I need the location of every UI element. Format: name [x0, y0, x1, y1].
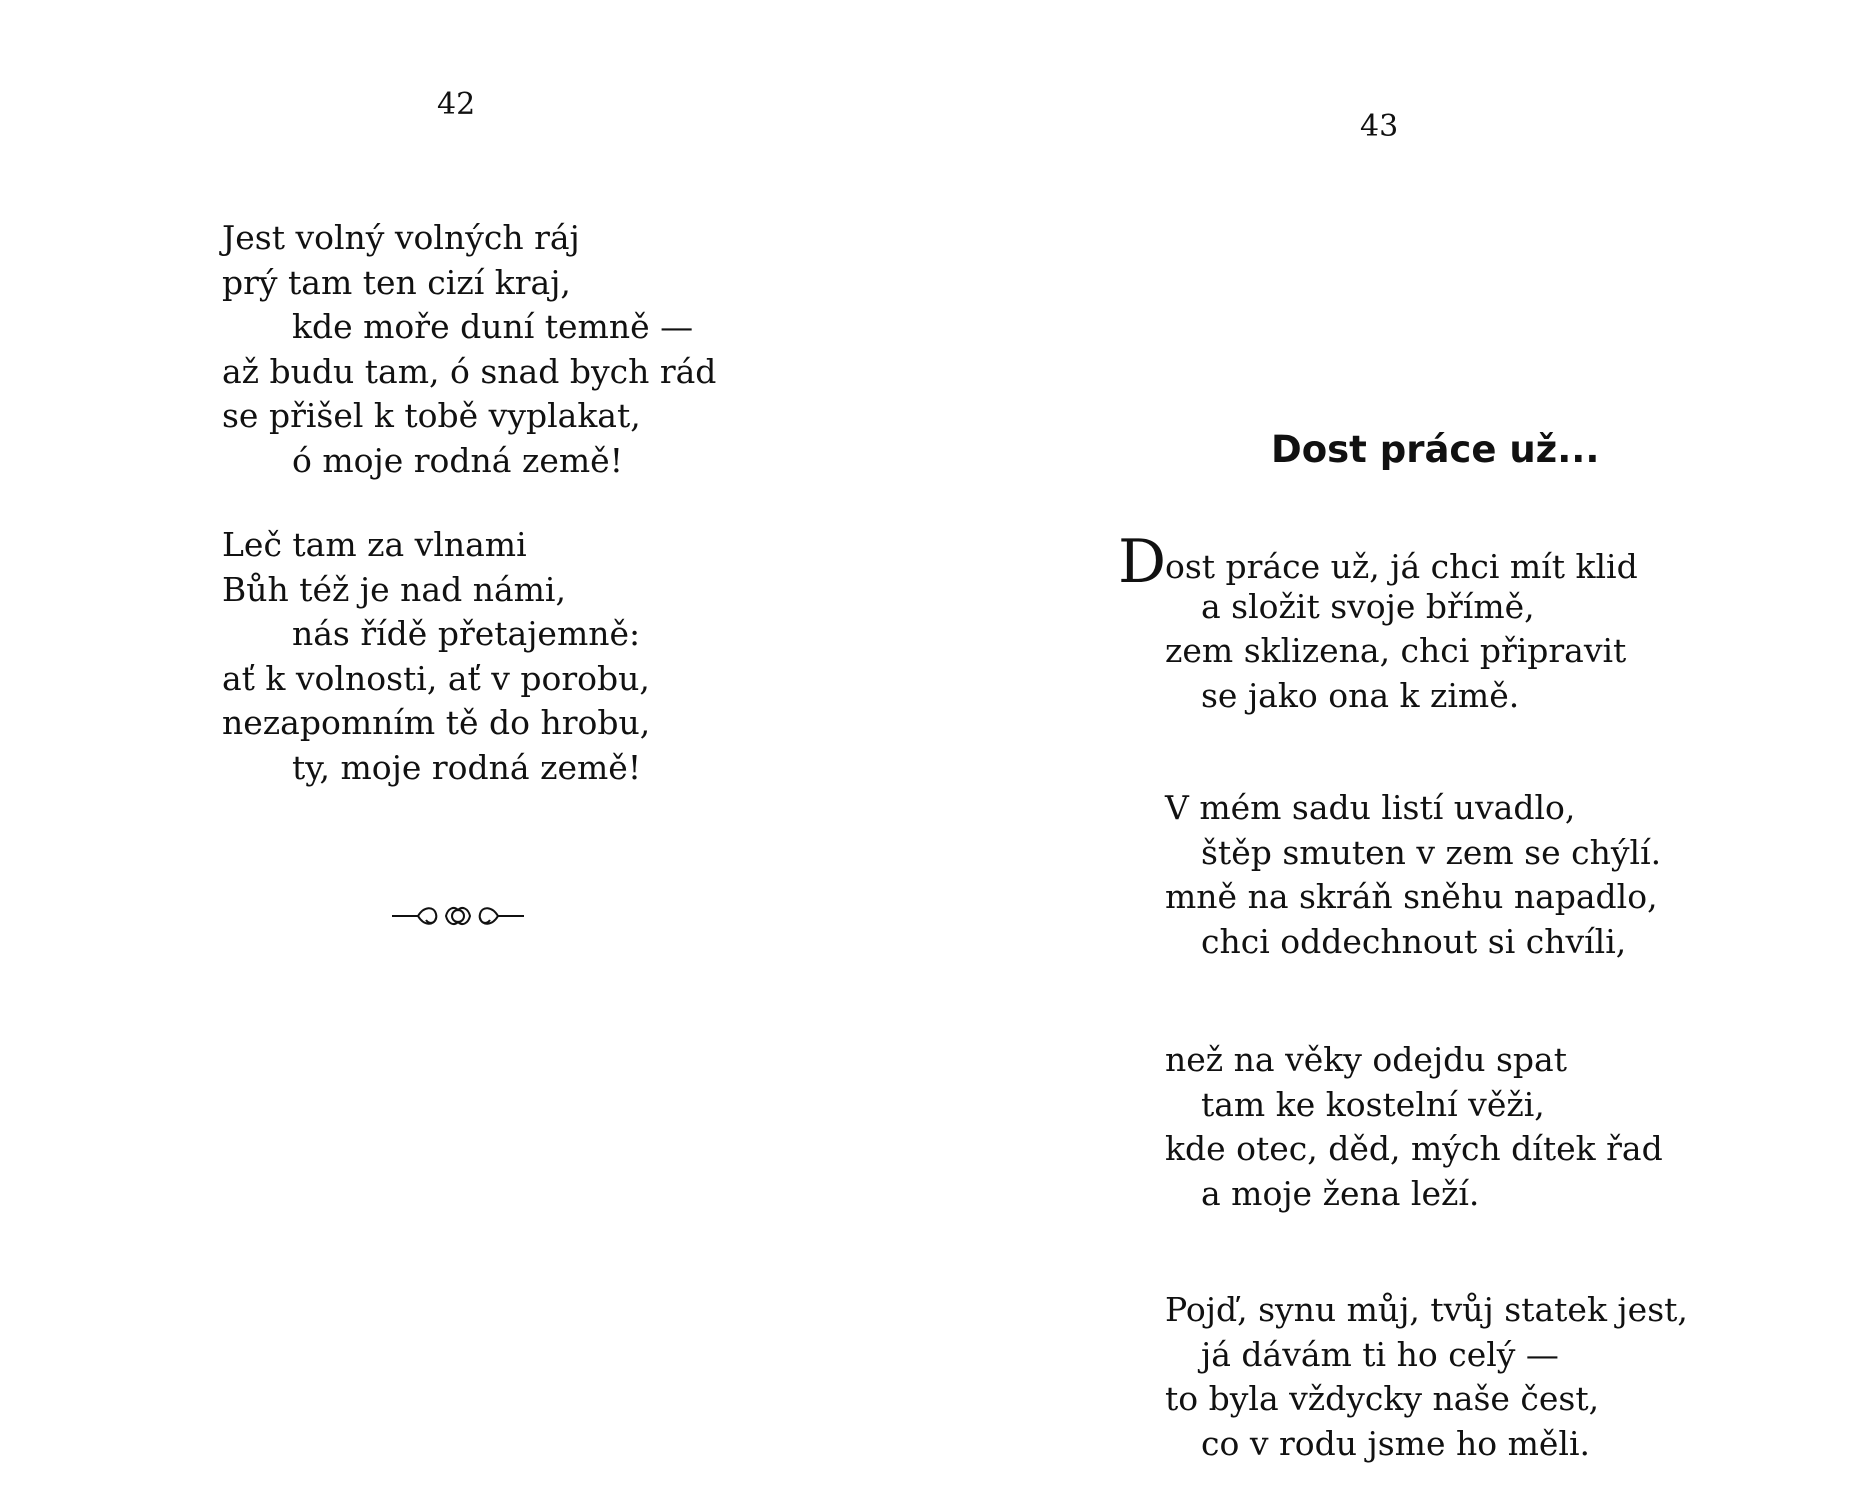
verse-line: až budu tam, ó snad bych rád — [222, 351, 717, 391]
verse-line — [1118, 527, 1688, 597]
verse-line: se jako ona k zimě. — [1201, 675, 1520, 715]
stanza — [1165, 1288, 1688, 1466]
verse-line: co v rodu jsme ho měli. — [1201, 1423, 1590, 1463]
verse-line: já dávám ti ho celý — — [1201, 1334, 1559, 1374]
verse-line-text: ost práce už, já chci mít klid — [1165, 547, 1638, 586]
stanza-gap — [1165, 718, 1688, 786]
verse-line: to byla vždycky naše čest, — [1165, 1379, 1600, 1418]
verse-line: mně na skráň sněhu napadlo, — [1165, 877, 1658, 916]
drop-cap: D — [1118, 527, 1167, 597]
verse-line: ty, moje rodná země! — [292, 747, 642, 787]
left-poem — [222, 216, 716, 790]
stanza-gap — [1165, 1216, 1688, 1288]
verse-line: zem sklizena, chci připravit — [1165, 631, 1627, 670]
stanza — [1118, 527, 1688, 718]
verse-line: nezapomním tě do hrobu, — [222, 703, 651, 742]
stanza — [1165, 786, 1688, 964]
stanza — [1165, 1038, 1688, 1216]
right-poem — [1118, 527, 1688, 1466]
right-page — [935, 0, 1870, 1500]
stanza — [222, 216, 716, 483]
verse-line: nás řídě přetajemně: — [292, 614, 641, 653]
verse-line: Bůh též je nad námi, — [222, 569, 566, 609]
verse-line: než na věky odejdu spat — [1165, 1040, 1567, 1079]
verse-line: tam ke kostelní věži, — [1201, 1084, 1545, 1124]
verse-line: Leč tam za vlnami — [222, 525, 527, 564]
verse-line: kde moře duní temně — — [292, 307, 694, 346]
page-number: 43 — [1360, 109, 1399, 144]
verse-line: a moje žena leží. — [1201, 1173, 1480, 1213]
poem-title: Dost práce už... — [1271, 428, 1600, 471]
page-number: 42 — [437, 87, 476, 122]
decorative-flourish-icon — [390, 898, 526, 934]
verse-line: štěp smuten v zem se chýlí. — [1201, 832, 1662, 872]
verse-line: kde otec, děd, mých dítek řad — [1165, 1129, 1663, 1168]
verse-line: ó moje rodná země! — [292, 440, 623, 480]
verse-line: V mém sadu listí uvadlo, — [1165, 788, 1576, 827]
stanza — [222, 523, 716, 790]
verse-line: chci oddechnout si chvíli, — [1201, 921, 1627, 961]
verse-line: a složit svoje břímě, — [1201, 586, 1535, 626]
stanza-gap — [1165, 964, 1688, 1038]
verse-line: Pojď, synu můj, tvůj statek jest, — [1165, 1290, 1688, 1329]
verse-line: se přišel k tobě vyplakat, — [222, 396, 641, 435]
verse-line: prý tam ten cizí kraj, — [222, 262, 571, 302]
stanza-gap — [222, 483, 716, 523]
verse-line: ať k volnosti, ať v porobu, — [222, 658, 650, 698]
verse-line: Jest volný volných ráj — [222, 218, 580, 257]
